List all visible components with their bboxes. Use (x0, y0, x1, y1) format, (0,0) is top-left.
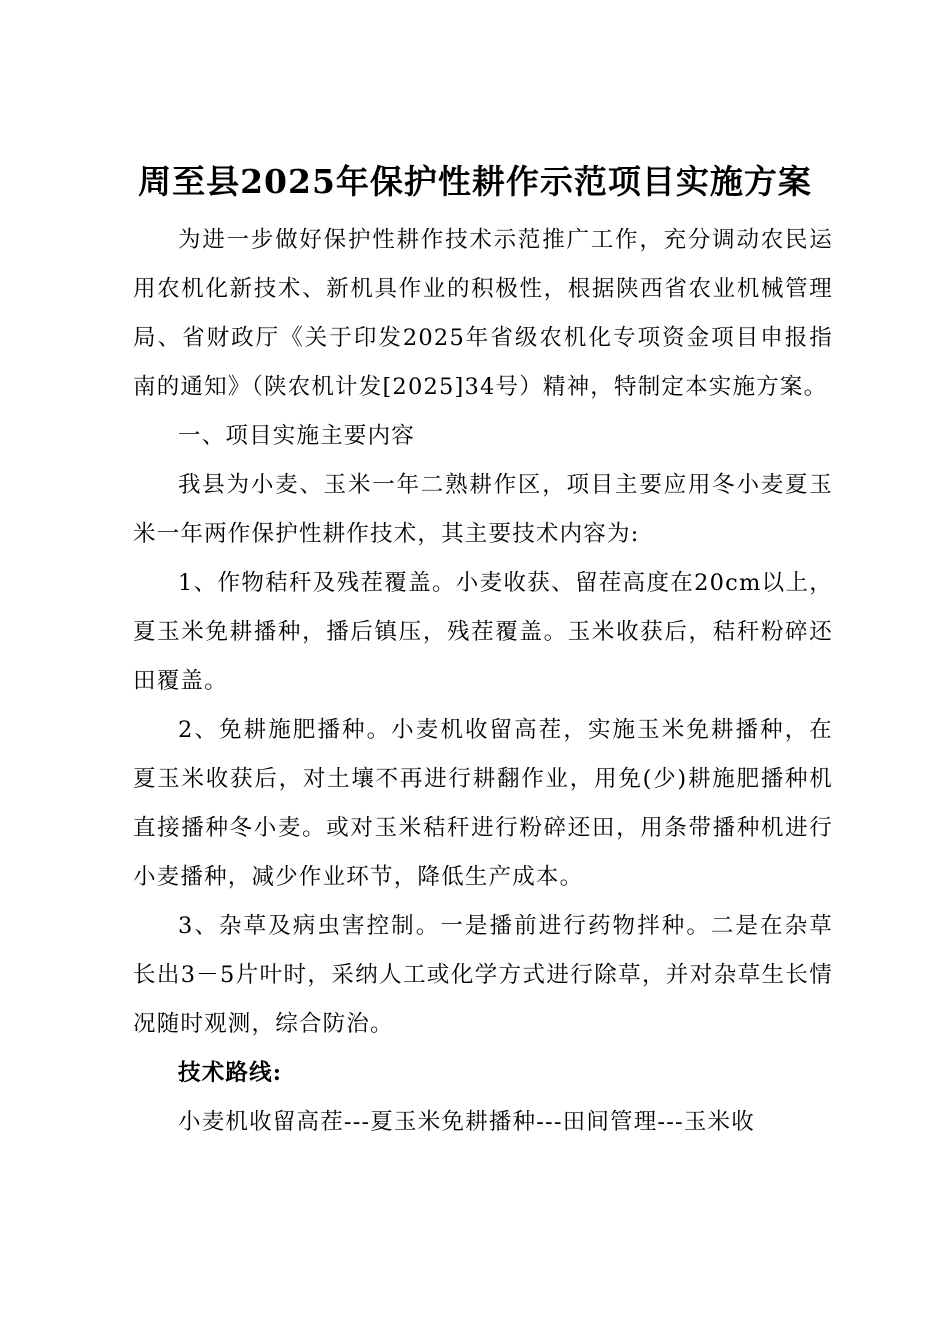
list-item-2: 2、免耕施肥播种。小麦机收留高茬，实施玉米免耕播种，在夏玉米收获后，对土壤不再进行耕翻作业，用免(少)耕施肥播种机直接播种冬小麦。或对玉米秸秆进行粉碎还田，用条带播种机进行小麦播种，减少作业环节，降低生产成本。 (133, 717, 833, 890)
paragraph: 我县为小麦、玉米一年二熟耕作区，项目主要应用冬小麦夏玉米一年两作保护性耕作技术，其主要技术内容为: (133, 472, 833, 547)
list-item-3: 3、杂草及病虫害控制。一是播前进行药物拌种。二是在杂草长出3－5片叶时，采纳人工或化学方式进行除草，并对杂草生长情况随时观测，综合防治。 (133, 913, 833, 1037)
section-heading: 一、项目实施主要内容 (178, 423, 416, 449)
document-body (133, 216, 833, 1147)
tech-route-text: 小麦机收留高茬---夏玉米免耕播种---田间管理---玉米收 (178, 1109, 755, 1135)
list-item-1: 1、作物秸秆及残茬覆盖。小麦收获、留茬高度在20cm以上，夏玉米免耕播种，播后镇压，残茬覆盖。玉米收获后，秸秆粉碎还田覆盖。 (133, 570, 833, 694)
tech-route-heading: 技术路线: (178, 1060, 283, 1086)
document-title: 周至县2025年保护性耕作示范项目实施方案 (138, 162, 812, 201)
intro-paragraph: 为进一步做好保护性耕作技术示范推广工作，充分调动农民运用农机化新技术、新机具作业的积极性，根据陕西省农业机械管理局、省财政厅《关于印发2025年省级农机化专项资金项目申报指南的通知》（陕农机计发[2025]34号）精神，特制定本实施方案。 (133, 227, 833, 400)
